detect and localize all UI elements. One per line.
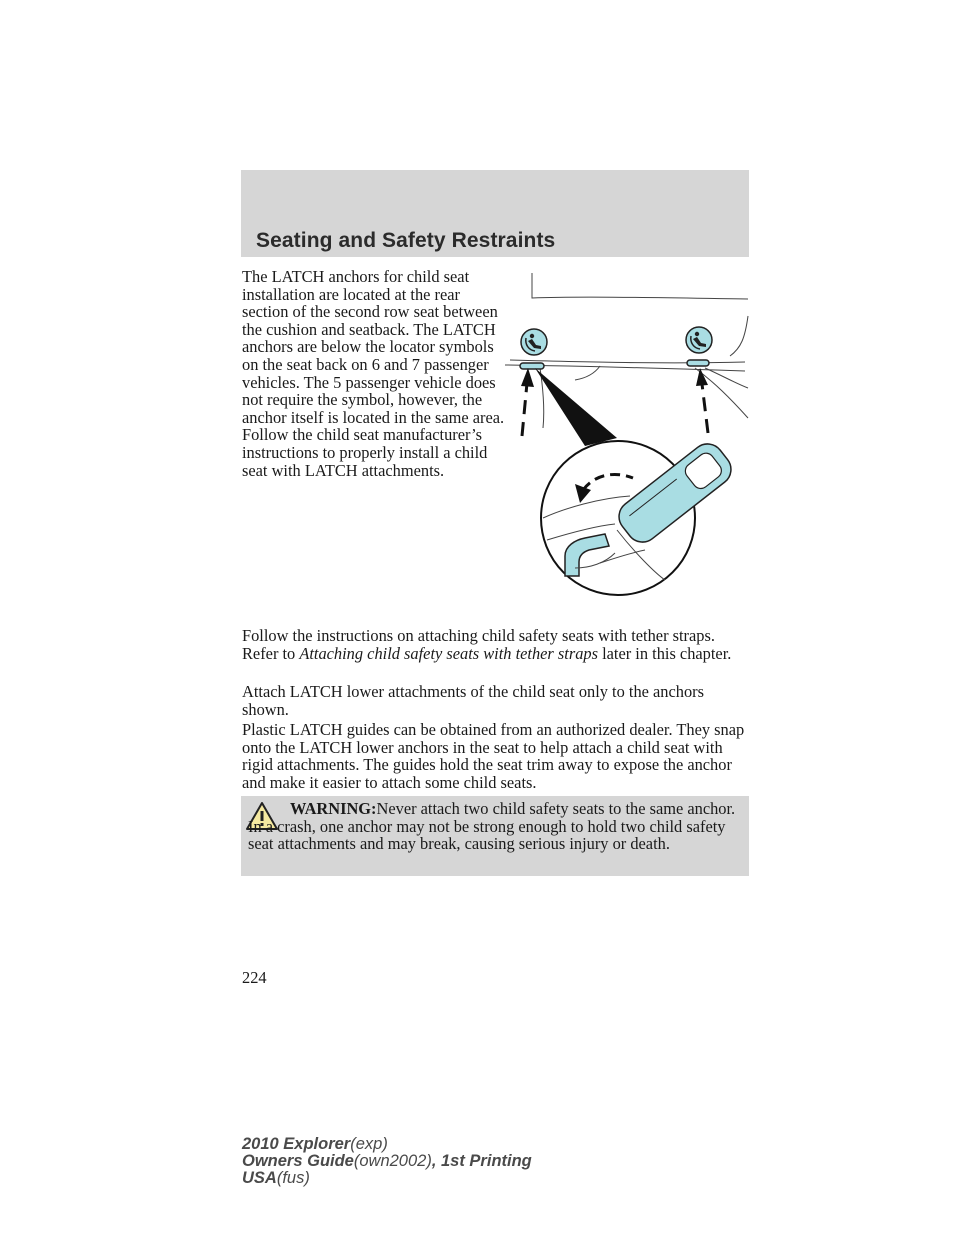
arrow-left-icon: [521, 368, 534, 436]
tether-strap-paragraph: Follow the instructions on attaching child safety seats with tether straps. Refer to Attaching child safety seats with tether straps later in this chapter.: [242, 626, 732, 663]
document-footer: 2010 Explorer(exp) Owners Guide(own2002), 1st Printing USA(fus): [242, 1135, 532, 1187]
latch-anchor-illustration: [505, 268, 750, 598]
cross-reference: Attaching child safety seats with tether straps: [299, 643, 598, 663]
intro-paragraph: The LATCH anchors for child seat installation are located at the rear section of the second row seat between the cushion and seatback. The LATCH anchors are below the locator symbols on the seat back on 6 and 7 passenger vehicles. The 5 passenger vehicle does not require the symbol, however, the anchor itself is located in the same area. Follow the child seat manufacturer’s instructions to properly install a child seat with LATCH attachments.: [242, 267, 505, 480]
page-number: 224: [242, 968, 267, 987]
section-title: Seating and Safety Restraints: [256, 229, 556, 252]
attach-paragraph: Attach LATCH lower attachments of the child seat only to the anchors shown.: [242, 682, 704, 719]
arrow-right-icon: [696, 368, 708, 433]
anchor-right: [687, 360, 709, 366]
locator-symbol-right-icon: [686, 327, 712, 353]
warning-label: WARNING:: [290, 799, 377, 818]
locator-symbol-left-icon: [521, 329, 547, 355]
warning-text: WARNING:Never attach two child safety seats to the same anchor. In a crash, one anchor may not be strong enough to hold two child safety seat attachments and may break, causing serious injury or death.: [248, 799, 736, 854]
anchor-left: [520, 363, 544, 369]
latch-guides-paragraph: Plastic LATCH guides can be obtained from an authorized dealer. They snap onto the LATCH lower anchors in the seat to help attach a child seat with rigid attachments. The guides hold the seat trim away to expose the anchor and make it easier to attach some child seats.: [242, 720, 745, 792]
